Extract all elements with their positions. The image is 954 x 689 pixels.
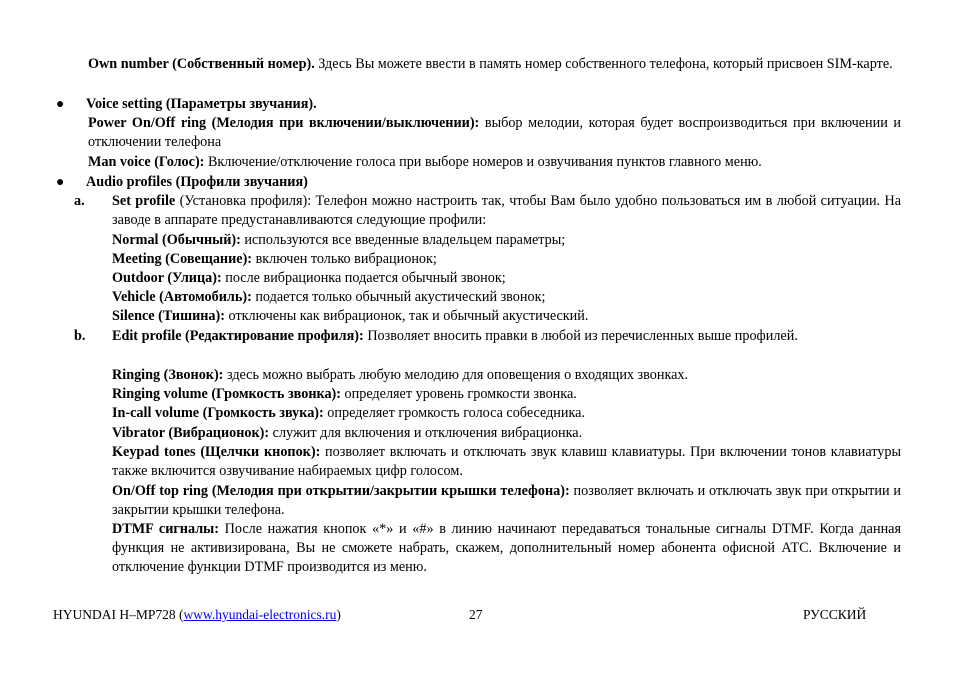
bullet-dot: ● — [56, 175, 65, 190]
footer-model-end: ) — [336, 607, 341, 622]
edit-profile-desc: Позволяет вносить правки в любой из перечисленных выше профилей. — [363, 328, 798, 344]
set-profile-term: Set profile — [112, 193, 176, 209]
power-ring-term: Power On/Off ring (Мелодия при включении/выключении): — [88, 115, 480, 131]
set-profile-paragraph — [112, 192, 901, 230]
list-item — [112, 385, 901, 404]
man-voice-term: Man voice (Голос): — [88, 154, 205, 170]
footer-language: РУССКИЙ — [803, 607, 867, 622]
item-desc: подается только обычный акустический звонок; — [251, 289, 546, 305]
list-marker-a: a. — [74, 193, 85, 209]
item-desc: определяет уровень громкости звонка. — [341, 386, 577, 402]
item-desc: служит для включения и отключения вибрационка. — [269, 425, 583, 441]
footer-model-text: HYUNDAI H–MP728 ( — [53, 607, 184, 622]
man-voice-desc: Включение/отключение голоса при выборе номеров и озвучивания пунктов главного меню. — [204, 154, 762, 170]
item-term: DTMF сигналы: — [112, 521, 219, 537]
voice-setting-title-paragraph — [86, 95, 901, 114]
list-item — [112, 443, 901, 481]
item-term: Vehicle (Автомобиль): — [112, 289, 252, 305]
list-item — [112, 288, 901, 307]
list-item — [112, 269, 901, 288]
list-item — [112, 482, 901, 520]
item-desc: определяет громкость голоса собеседника. — [323, 405, 585, 421]
footer-link[interactable]: www.hyundai-electronics.ru — [183, 607, 337, 622]
set-profile-desc: (Установка профиля): Телефон можно настроить так, чтобы Вам было удобно пользоваться им в любой ситуации. На заводе в аппарате предустанавливаются следующие профили: — [112, 193, 902, 228]
item-term: Silence (Тишина): — [112, 308, 225, 324]
list-item — [112, 250, 901, 269]
item-term: Ringing volume (Громкость звонка): — [112, 386, 341, 402]
list-item — [112, 231, 901, 250]
page-number: 27 — [469, 607, 483, 622]
item-desc: включен только вибрационок; — [252, 251, 437, 267]
voice-setting-title: Voice setting (Параметры звучания). — [86, 96, 317, 112]
item-term: In-call volume (Громкость звука): — [112, 405, 324, 421]
own-number-paragraph — [88, 55, 901, 74]
item-desc: после вибрационка подается обычный звонок; — [221, 270, 506, 286]
item-term: On/Off top ring (Мелодия при открытии/закрытии крышки телефона): — [112, 483, 570, 499]
footer-model — [53, 606, 341, 624]
item-desc: После нажатия кнопок «*» и «#» в линию начинают передаваться тональные сигналы DTMF. Когда данная функция не активизирована, Вы не сможете набрать, скажем, дополнительный номер абонента офисной АТС. Включение и отключение функции DTMF производится из меню. — [112, 521, 901, 575]
bullet-dot: ● — [56, 97, 65, 112]
list-item — [112, 404, 901, 423]
own-number-desc: Здесь Вы можете ввести в память номер собственного телефона, который присвоен SIM-карте. — [314, 56, 893, 72]
item-desc: используются все введенные владельцем параметры; — [240, 232, 566, 248]
item-term: Ringing (Звонок): — [112, 367, 224, 383]
list-item — [112, 307, 901, 326]
item-desc: позволяет включать и отключать звук при открытии и закрытии крышки телефона. — [112, 483, 901, 518]
list-item — [112, 424, 901, 443]
list-item — [112, 366, 901, 385]
list-item — [112, 520, 901, 577]
power-ring-paragraph — [88, 114, 901, 152]
man-voice-paragraph — [88, 153, 901, 172]
item-term: Vibrator (Вибрационок): — [112, 425, 270, 441]
list-marker-b: b. — [74, 328, 86, 344]
edit-profile-term: Edit profile (Редактирование профиля): — [112, 328, 364, 344]
power-ring-desc: выбор мелодии, которая будет воспроизводиться при включении и отключении телефона — [88, 115, 902, 150]
item-term: Normal (Обычный): — [112, 232, 241, 248]
item-desc: позволяет включать и отключать звук клавиш клавиатуры. При включении тонов клавиатуры также включится озвучивание набираемых цифр голосом. — [112, 444, 901, 479]
own-number-term: Own number (Собственный номер). — [88, 56, 315, 72]
item-term: Outdoor (Улица): — [112, 270, 222, 286]
item-desc: здесь можно выбрать любую мелодию для оповещения о входящих звонках. — [223, 367, 689, 383]
item-term: Meeting (Совещание): — [112, 251, 253, 267]
audio-profiles-title-paragraph — [86, 173, 901, 192]
item-desc: отключены как вибрационок, так и обычный акустический. — [224, 308, 589, 324]
edit-profile-paragraph — [112, 327, 901, 346]
audio-profiles-title: Audio profiles (Профили звучания) — [86, 174, 308, 190]
item-term: Keypad tones (Щелчки кнопок): — [112, 444, 321, 460]
